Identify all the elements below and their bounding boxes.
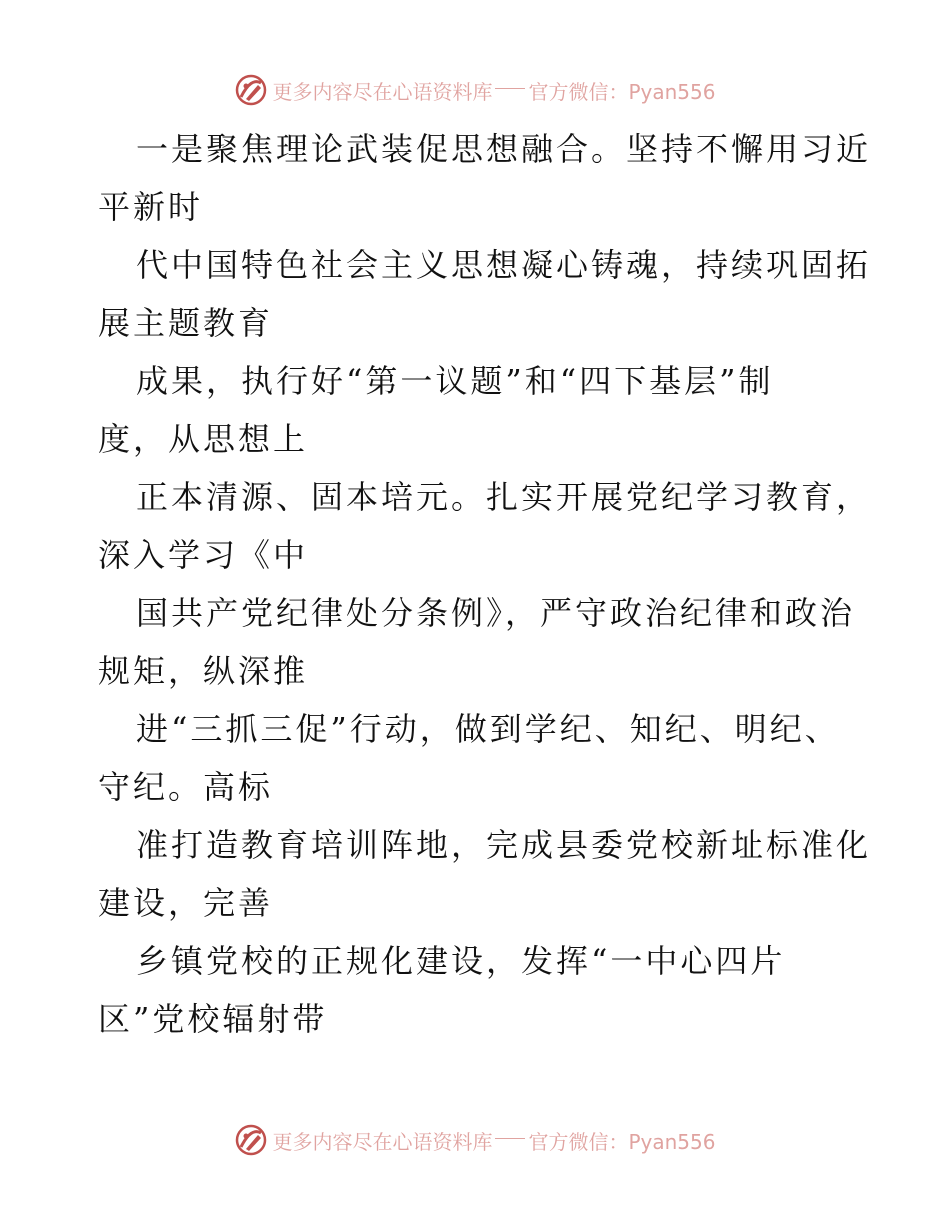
body-line: 展主题教育	[98, 304, 274, 342]
document-body	[98, 120, 878, 1048]
body-line: 区”党校辐射带	[98, 1000, 328, 1038]
body-line: 度，从思想上	[98, 420, 309, 458]
banner-dash	[495, 88, 525, 89]
body-line: 进“三抓三促”行动，做到学纪、知纪、明纪、	[136, 710, 840, 748]
body-line: 平新时	[98, 188, 204, 226]
body-line: 守纪。高标	[98, 768, 274, 806]
body-line: 一是聚焦理论武装促思想融合。坚持不懈用习近	[136, 130, 872, 168]
banner-wechat: 官方微信：Pyan556	[528, 79, 716, 104]
logo-icon	[234, 1123, 268, 1157]
body-line: 深入学习《中	[98, 536, 309, 574]
header-banner	[0, 70, 950, 110]
body-line: 国共产党纪律处分条例》，严守政治纪律和政治	[136, 594, 856, 632]
footer-banner	[0, 1120, 950, 1160]
body-line: 建设，完善	[98, 884, 274, 922]
body-line: 规矩，纵深推	[98, 652, 309, 690]
body-line: 准打造教育培训阵地，完成县委党校新址标准化	[136, 826, 872, 864]
banner-dash	[495, 1138, 525, 1139]
banner-text: 更多内容尽在心语资料库	[272, 1129, 493, 1154]
banner-text: 更多内容尽在心语资料库	[272, 79, 493, 104]
logo-icon	[234, 73, 268, 107]
banner-wechat: 官方微信：Pyan556	[528, 1129, 716, 1154]
body-line: 代中国特色社会主义思想凝心铸魂，持续巩固拓	[136, 246, 872, 284]
body-line: 成果，执行好“第一议题”和“四下基层”制	[136, 362, 774, 400]
body-line: 正本清源、固本培元。扎实开展党纪学习教育，	[136, 478, 872, 516]
body-line: 乡镇党校的正规化建设，发挥“一中心四片	[136, 942, 786, 980]
